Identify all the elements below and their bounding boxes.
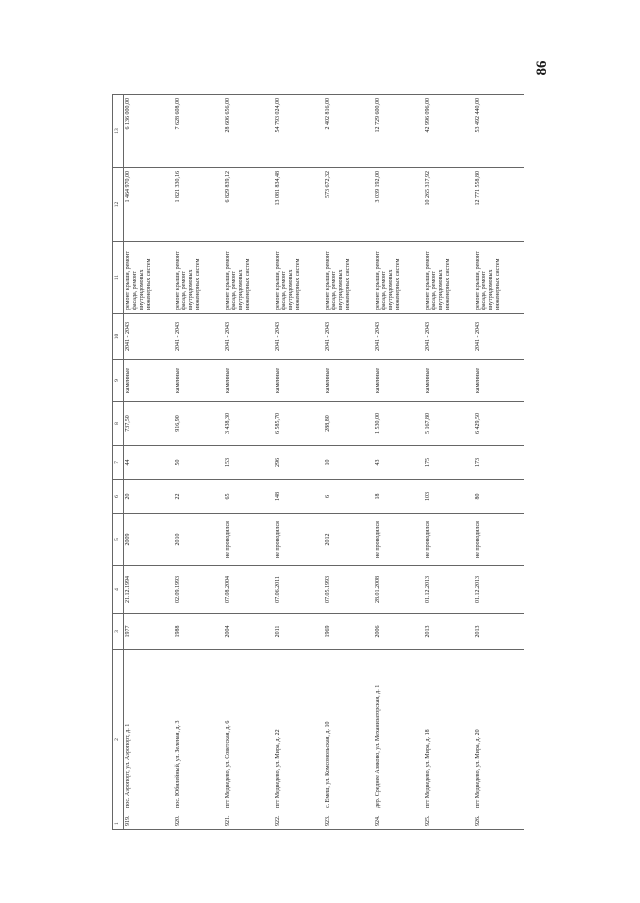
year-cell: 2011 — [274, 614, 324, 650]
wall-material-cell: каменные — [424, 360, 474, 402]
year-cell: 1988 — [174, 614, 224, 650]
wall-material-cell: каменные — [474, 360, 524, 402]
cost-cell: 6 829 839,12 — [224, 168, 274, 242]
header-cell-3: 3 — [113, 614, 124, 650]
repair-period-cell: 2041 - 2043 — [474, 314, 524, 360]
date-cell: 01.12.2013 — [424, 566, 474, 614]
total-cost-cell: 54 793 024,00 — [274, 95, 324, 168]
address-text: пгт Медведево, ул. Мира, д. 18 — [424, 729, 431, 808]
table-row — [474, 95, 524, 830]
table-body — [124, 95, 524, 830]
repair-year-cell: не проводился — [374, 514, 424, 566]
wall-material-cell: каменные — [174, 360, 224, 402]
date-cell: 01.12.2013 — [474, 566, 524, 614]
table-row — [324, 95, 374, 830]
address-cell — [124, 650, 174, 830]
table-rotator — [112, 95, 526, 830]
works-cell: ремонт крыши, ремонт фасада, ремонт внутридомовых инженерных систем — [274, 242, 324, 314]
cost-cell: 13 081 834,48 — [274, 168, 324, 242]
header-cell-6: 6 — [113, 480, 124, 514]
header-cell-8: 8 — [113, 402, 124, 446]
repair-year-cell: не проводился — [274, 514, 324, 566]
cost-cell: 10 265 317,92 — [424, 168, 474, 242]
housing-repair-table — [112, 94, 524, 830]
area-cell: 916,90 — [174, 402, 224, 446]
row-number: 920. — [174, 815, 181, 826]
wall-material-cell: каменные — [124, 360, 174, 402]
row-number: 922. — [274, 815, 281, 826]
address-cell — [424, 650, 474, 830]
total-cost-cell: 12 729 600,00 — [374, 95, 424, 168]
table-row — [174, 95, 224, 830]
date-cell: 07.08.2004 — [224, 566, 274, 614]
address-text: с. Емеш, ул. Комсомольская, д. 10 — [324, 721, 331, 808]
address-cell — [224, 650, 274, 830]
column-7-cell: 296 — [274, 446, 324, 480]
column-7-cell: 44 — [124, 446, 174, 480]
repair-year-cell: не проводился — [424, 514, 474, 566]
address-text: дер. Среднее Азяково, ул. Механизаторская, д. 1 — [374, 684, 381, 808]
cost-cell: 1 464 970,00 — [124, 168, 174, 242]
header-cell-1-2 — [113, 650, 124, 830]
address-cell — [274, 650, 324, 830]
column-7-cell: 173 — [474, 446, 524, 480]
repair-period-cell: 2041 - 2043 — [424, 314, 474, 360]
cost-cell: 12 771 558,80 — [474, 168, 524, 242]
table-row — [274, 95, 324, 830]
header-cell-2: 2 — [114, 738, 120, 741]
column-6-cell: 80 — [474, 480, 524, 514]
year-cell: 1977 — [124, 614, 174, 650]
date-cell: 28.01.2008 — [374, 566, 424, 614]
header-row — [113, 95, 124, 830]
column-7-cell: 153 — [224, 446, 274, 480]
cost-cell: 573 672,32 — [324, 168, 374, 242]
wall-material-cell: каменные — [374, 360, 424, 402]
column-7-cell: 50 — [174, 446, 224, 480]
works-cell: ремонт крыши, ремонт фасада, ремонт внутридомовых инженерных систем — [324, 242, 374, 314]
area-cell: 1 530,00 — [374, 402, 424, 446]
header-cell-4: 4 — [113, 566, 124, 614]
column-6-cell: 20 — [124, 480, 174, 514]
row-number: 924. — [374, 815, 381, 826]
area-cell: 737,50 — [124, 402, 174, 446]
total-cost-cell: 6 136 000,00 — [124, 95, 174, 168]
header-cell-10: 10 — [113, 314, 124, 360]
repair-year-cell: 2010 — [174, 514, 224, 566]
address-cell — [174, 650, 224, 830]
works-cell: ремонт крыши, ремонт фасада, ремонт внутридомовых инженерных систем — [374, 242, 424, 314]
area-cell: 5 167,80 — [424, 402, 474, 446]
works-cell: ремонт крыши, ремонт фасада, ремонт внутридомовых инженерных систем — [474, 242, 524, 314]
address-text: пос. Аэропорт, ул. Аэропорт, д. 1 — [125, 723, 131, 808]
area-cell: 6 429,50 — [474, 402, 524, 446]
wall-material-cell: каменные — [224, 360, 274, 402]
row-number: 921. — [224, 815, 231, 826]
repair-period-cell: 2041 - 2043 — [224, 314, 274, 360]
works-cell: ремонт крыши, ремонт фасада, ремонт внутридомовых инженерных систем — [124, 242, 174, 314]
year-cell: 2006 — [374, 614, 424, 650]
cost-cell: 3 039 192,00 — [374, 168, 424, 242]
row-number: 925. — [424, 815, 431, 826]
address-cell — [374, 650, 424, 830]
date-cell: 07.05.1993 — [324, 566, 374, 614]
repair-year-cell: не проводился — [474, 514, 524, 566]
year-cell: 1969 — [324, 614, 374, 650]
date-cell: 21.12.1994 — [124, 566, 174, 614]
works-cell: ремонт крыши, ремонт фасада, ремонт внутридомовых инженерных систем — [174, 242, 224, 314]
address-text: пос. Юбилейный, ул. Зеленая, д. 3 — [174, 720, 181, 808]
row-number: 919. — [125, 815, 131, 826]
area-cell: 3 438,30 — [224, 402, 274, 446]
wall-material-cell: каменные — [324, 360, 374, 402]
header-cell-13: 13 — [113, 95, 124, 168]
table-row — [124, 95, 174, 830]
header-cell-9: 9 — [113, 360, 124, 402]
year-cell: 2013 — [474, 614, 524, 650]
repair-period-cell: 2041 - 2043 — [174, 314, 224, 360]
address-text: пгт Медведево, ул. Советская, д. 6 — [224, 720, 231, 808]
total-cost-cell: 53 492 440,00 — [474, 95, 524, 168]
repair-year-cell: 2012 — [324, 514, 374, 566]
header-cell-1: 1 — [114, 822, 120, 825]
wall-material-cell: каменные — [274, 360, 324, 402]
total-cost-cell: 28 606 656,00 — [224, 95, 274, 168]
year-cell: 2004 — [224, 614, 274, 650]
table-row — [374, 95, 424, 830]
repair-period-cell: 2041 - 2043 — [374, 314, 424, 360]
address-cell — [324, 650, 374, 830]
column-6-cell: 18 — [374, 480, 424, 514]
total-cost-cell: 7 628 608,00 — [174, 95, 224, 168]
page-number: 86 — [534, 60, 550, 76]
cost-cell: 1 821 330,16 — [174, 168, 224, 242]
table-landscape — [112, 95, 526, 830]
column-6-cell: 103 — [424, 480, 474, 514]
repair-year-cell: не проводился — [224, 514, 274, 566]
column-6-cell: 22 — [174, 480, 224, 514]
date-cell: 02.09.1993 — [174, 566, 224, 614]
row-number: 923. — [324, 815, 331, 826]
header-cell-12: 12 — [113, 168, 124, 242]
table-row — [424, 95, 474, 830]
header-cell-11: 11 — [113, 242, 124, 314]
area-cell: 6 585,70 — [274, 402, 324, 446]
header-cell-7: 7 — [113, 446, 124, 480]
address-text: пгт Медведево, ул. Мира, д. 20 — [474, 729, 481, 808]
column-6-cell: 148 — [274, 480, 324, 514]
area-cell: 288,80 — [324, 402, 374, 446]
column-7-cell: 10 — [324, 446, 374, 480]
year-cell: 2013 — [424, 614, 474, 650]
total-cost-cell: 42 996 096,00 — [424, 95, 474, 168]
works-cell: ремонт крыши, ремонт фасада, ремонт внутридомовых инженерных систем — [224, 242, 274, 314]
repair-year-cell: 2009 — [124, 514, 174, 566]
column-7-cell: 43 — [374, 446, 424, 480]
address-text: пгт Медведево, ул. Мира, д. 22 — [274, 729, 281, 808]
works-cell: ремонт крыши, ремонт фасада, ремонт внутридомовых инженерных систем — [424, 242, 474, 314]
column-6-cell: 6 — [324, 480, 374, 514]
repair-period-cell: 2041 - 2043 — [324, 314, 374, 360]
repair-period-cell: 2041 - 2043 — [274, 314, 324, 360]
column-6-cell: 65 — [224, 480, 274, 514]
table-row — [224, 95, 274, 830]
total-cost-cell: 2 402 816,00 — [324, 95, 374, 168]
address-cell — [474, 650, 524, 830]
column-7-cell: 175 — [424, 446, 474, 480]
repair-period-cell: 2041 - 2043 — [124, 314, 174, 360]
row-number: 926. — [474, 815, 481, 826]
date-cell: 07.06.2011 — [274, 566, 324, 614]
header-cell-5: 5 — [113, 514, 124, 566]
